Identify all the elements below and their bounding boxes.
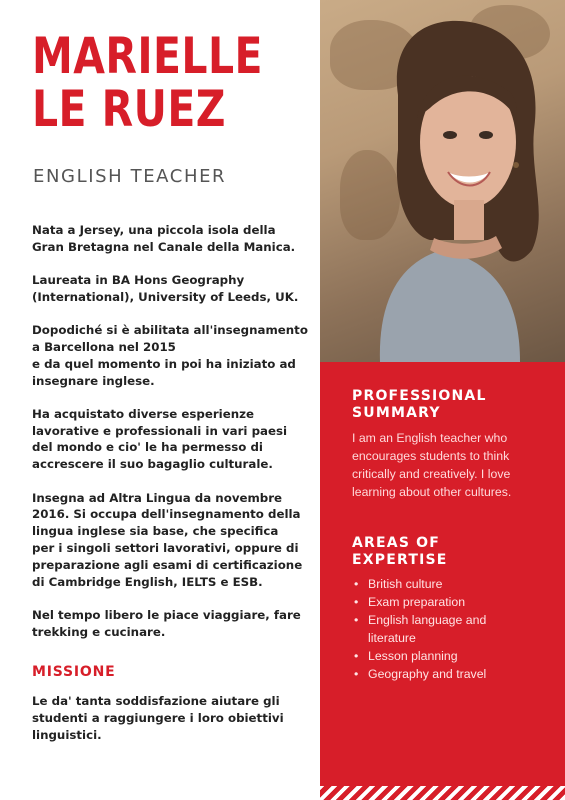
list-item-text: literature (368, 630, 416, 645)
bio-paragraph (32, 322, 317, 389)
bio-line: Gran Bretagna nel Canale della Manica. (32, 239, 296, 254)
summary-line: I am an English teacher who (352, 431, 508, 445)
summary-heading-line: PROFESSIONAL (352, 388, 487, 404)
expertise-heading-line: EXPERTISE (352, 551, 448, 568)
bio-paragraph (32, 607, 317, 641)
bio-line: Laureata in BA Hons Geography (32, 273, 245, 288)
name-line-2: LE RUEZ (32, 80, 226, 138)
bullet-icon: • (354, 577, 359, 591)
profile-photo (320, 0, 565, 362)
summary-text (352, 429, 557, 501)
mission-line: studenti a raggiungere i loro obiettivi (32, 710, 284, 725)
summary-heading (352, 388, 487, 421)
bio-line: Dopodiché si è abilitata all'insegnamento (32, 323, 308, 338)
expertise-heading (352, 535, 448, 568)
summary-line: critically and creatively. I love (352, 467, 511, 481)
bio-line: Nel tempo libero le piace viaggiare, fare (32, 607, 301, 622)
summary-heading-line: SUMMARY (352, 404, 441, 421)
list-item (352, 612, 557, 647)
bio-line: lingua inglese sia base, che specifica (32, 524, 279, 539)
list-item (352, 594, 557, 612)
bio-line: accrescere il suo bagaglio culturale. (32, 457, 273, 472)
bullet-icon: • (354, 613, 359, 627)
expertise-heading-line: AREAS OF (352, 535, 441, 551)
person-name (32, 27, 263, 138)
bio-line: insegnare inglese. (32, 373, 155, 388)
bio-line: Insegna ad Altra Lingua da novembre (32, 490, 283, 505)
bullet-icon: • (354, 666, 359, 681)
summary-line: learning about other cultures. (352, 485, 512, 499)
biography (32, 222, 317, 657)
bio-line: Ha acquistato diverse esperienze (32, 406, 254, 421)
mission-line: linguistici. (32, 727, 102, 742)
job-title: ENGLISH TEACHER (33, 166, 227, 187)
bio-paragraph (32, 272, 317, 306)
bullet-icon: • (354, 595, 359, 609)
expertise-list (352, 576, 557, 684)
list-item (352, 648, 557, 666)
list-item (352, 666, 557, 684)
bio-line: Nata a Jersey, una piccola isola della (32, 223, 276, 237)
bio-line: di Cambridge English, IELTS e ESB. (32, 574, 263, 589)
list-item-text: Lesson planning (368, 648, 458, 663)
bio-paragraph (32, 490, 317, 591)
summary-line: encourages students to think (352, 449, 510, 463)
list-item-text: British culture (368, 577, 443, 591)
list-item-text: English language and (368, 613, 487, 627)
mission-line: Le da' tanta soddisfazione aiutare gli (32, 694, 280, 708)
bio-paragraph (32, 406, 317, 473)
mission-heading: MISSIONE (32, 664, 116, 680)
mission-text (32, 693, 317, 743)
bio-line: preparazione agli esami di certificazione (32, 557, 303, 572)
bio-line: (International), University of Leeds, UK. (32, 289, 299, 304)
list-item-text: Geography and travel (368, 666, 487, 681)
bio-line: per i singoli settori lavorativi, oppure di (32, 540, 299, 555)
bio-paragraph (32, 222, 317, 256)
bio-line: e da quel momento in poi ha iniziato ad (32, 356, 296, 371)
name-line-1: MARIELLE (32, 27, 263, 85)
person-portrait (320, 0, 565, 362)
bio-line: 2016. Si occupa dell'insegnamento della (32, 507, 301, 522)
bio-line: del mondo e cio' le ha permesso di (32, 440, 263, 455)
sidebar-panel (320, 362, 565, 800)
bio-line: lavorative e professionali in vari paesi (32, 423, 288, 438)
bio-line: a Barcellona nel 2015 (32, 339, 176, 354)
list-item-text: Exam preparation (368, 595, 466, 609)
bullet-icon: • (354, 648, 359, 663)
list-item (352, 576, 557, 594)
bio-line: trekking e cucinare. (32, 624, 166, 639)
decorative-stripes (320, 786, 565, 800)
